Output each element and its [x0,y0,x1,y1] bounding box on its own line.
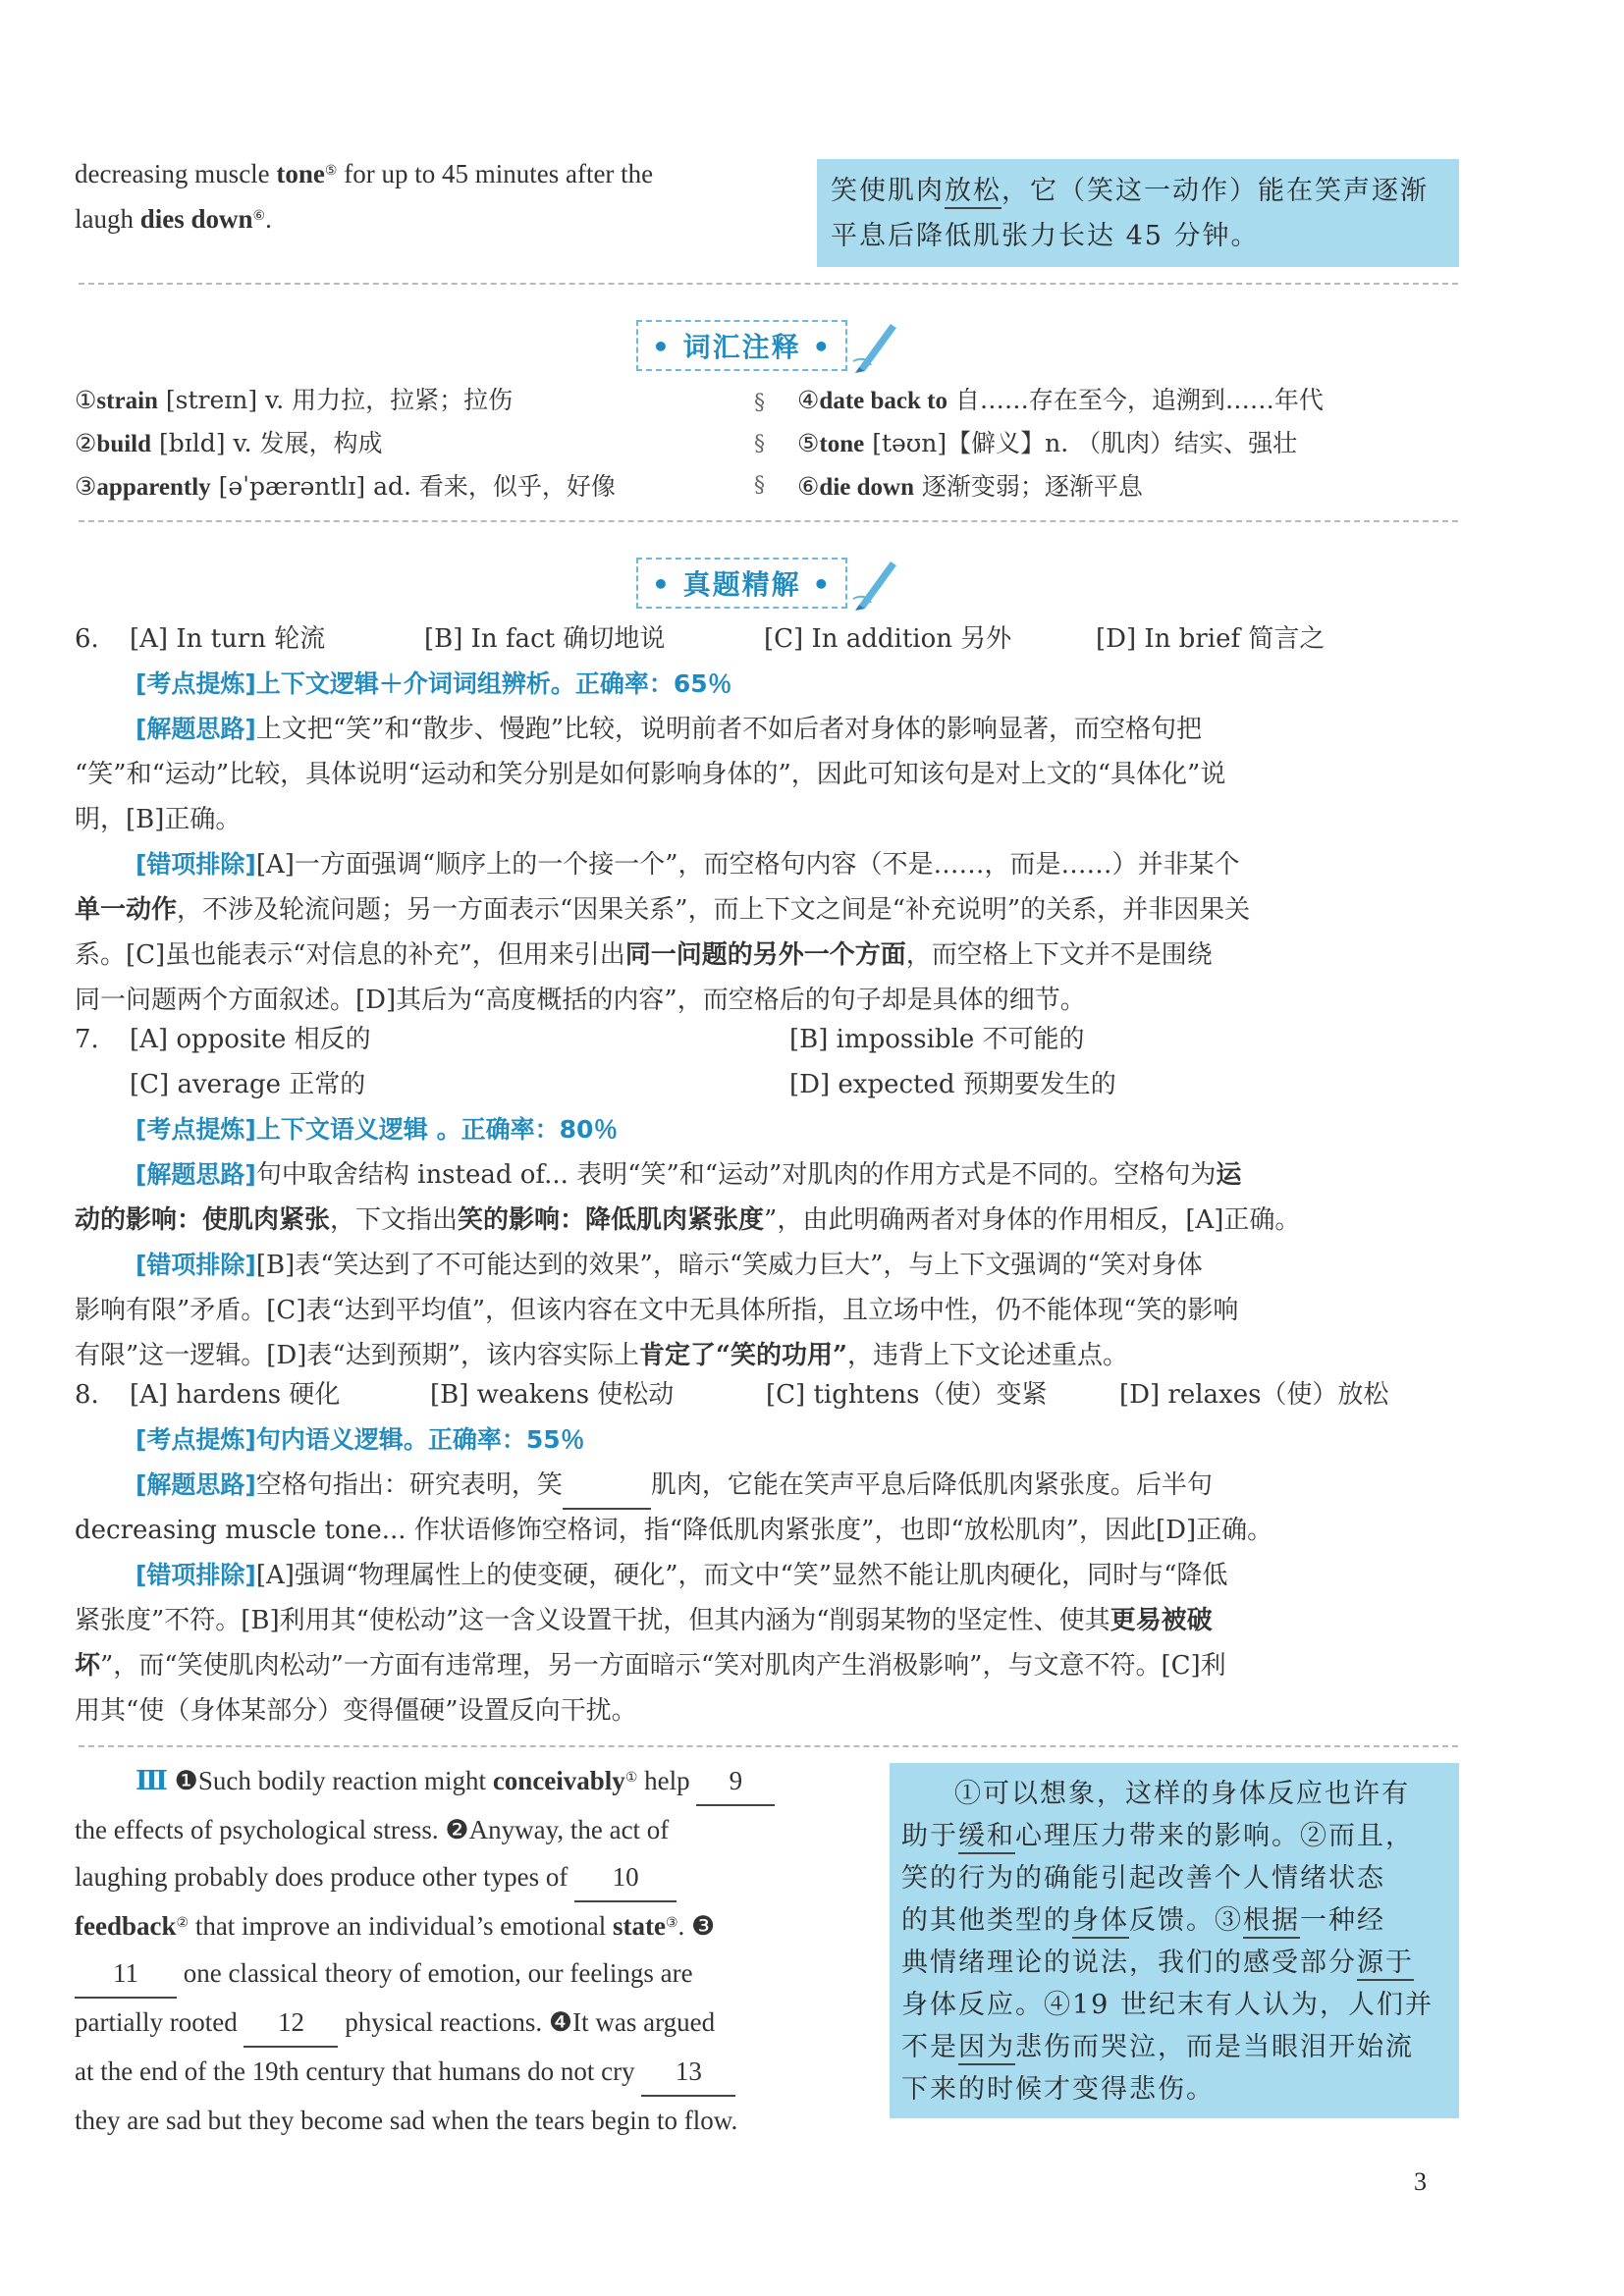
vocab-item-6: ⑥die down 逐渐变弱；逐渐平息 [797,472,1143,501]
q6-jieti-2: “笑”和“运动”比较，具体说明“运动和笑分别是如何影响身体的”，因此可知该句是对上文的“具体化”说 [75,760,1226,789]
analysis-section-header [636,554,900,613]
sentence-marker: ❹ [548,2007,573,2037]
vocab-separator: § § § [754,391,765,498]
q7-options-1: 7. [A] opposite 相反的 [B] impossible 不可能的 [75,1025,1085,1054]
q6-cuoxiang-2: 单一动作，不涉及轮流问题；另一方面表示“因果关系”，而上下文之间是“补充说明”的关系，并非因果关 [75,895,1251,925]
vocab-item-5: ⑤tone [təʊn]【僻义】n. （肌肉）结实、强壮 [797,429,1298,457]
q8-jieti-1: [解题思路]空格句指出：研究表明，笑 肌肉，它能在笑声平息后降低肌肉紧张度。后半句 [135,1463,1213,1510]
top-en-line2: laugh dies down⑥. [75,204,272,234]
para3-english: Ⅲ ❶Such bodily reaction might conceivably① help 9 the effects of psychological stress. ❷Anyway, the act of laughing probably does produce other types of 10 feedback② that improve an individual’s emotional state③. ❸ 11 one classical theory of emotion, our feelings are partially rooted 12 physical reactions. ❹It was argued at the end of the 19th century that humans do not cry 13 they are sad but they become sad when the tears begin to flow. [75,1757,860,2144]
top-en-line1: decreasing muscle tone⑤ for up to 45 minutes after the [75,159,654,188]
q8-cuoxiang-1: [错项排除][A]强调“物理属性上的使变硬，硬化”，而文中“笑”显然不能让肌肉硬化，同时与“降低 [135,1561,1228,1590]
q7-jieti-1: [解题思路]句中取舍结构 instead of... 表明“笑”和“运动”对肌肉的作用方式是不同的。空格句为运 [135,1160,1242,1190]
para3-translation-box: ①可以想象，这样的身体反应也许有 助于缓和心理压力带来的影响。②而且， 笑的行为的确能引起改善个人情绪状态 的其他类型的身体反馈。③根据一种经 典情绪理论的说法，我们的感受部分源于 身体反应。④19 世纪末有人认为，人们并 不是因为悲伤而哭泣，而是当眼泪开始流 下来的时候才变得悲伤。 [890,1763,1459,2118]
q6-kaodian: [考点提炼]上下文逻辑＋介词词组辨析。正确率：65％ [135,669,732,698]
q8-kaodian: [考点提炼]句内语义逻辑。正确率：55％ [135,1425,585,1454]
q6-jieti-3: 明，[B]正确。 [75,805,242,834]
blank-12: 12 [244,1999,338,2048]
q7-cuoxiang-2: 影响有限”矛盾。[C]表“达到平均值”，但该内容在文中无具体所指，且立场中性，仍不能体现“笑的影响 [75,1296,1239,1325]
q7-jieti-2: 动的影响：使肌肉紧张，下文指出笑的影响：降低肌肉紧张度”，由此明确两者对身体的作用相反，[A]正确。 [75,1205,1301,1235]
divider [79,520,1458,522]
roman-numeral: Ⅲ [135,1766,168,1795]
q7-cuoxiang-1: [错项排除][B]表“笑达到了不可能达到的效果”，暗示“笑威力巨大”，与上下文强调的“笑对身体 [135,1251,1203,1280]
pen-icon [851,554,900,613]
q8-jieti-2: decreasing muscle tone... 作状语修饰空格词，指“降低肌肉紧张度”，也即“放松肌肉”，因此[D]正确。 [75,1516,1273,1545]
vocab-item-2: ②build [bɪld] v. 发展，构成 [75,429,383,457]
q6-cuoxiang-4: 同一问题两个方面叙述。[D]其后为“高度概括的内容”，而空格后的句子却是具体的细节。 [75,986,1086,1015]
q8-options: 8. [A] hardens 硬化 [B] weakens 使松动 [C] tightens（使）变紧 [D] relaxes（使）放松 [75,1380,1389,1410]
divider [79,1745,1458,1747]
blank-10: 10 [574,1853,677,1902]
q6-cuoxiang-3: 系。[C]虽也能表示“对信息的补充”，但用来引出同一问题的另外一个方面，而空格上下文并不是围绕 [75,940,1213,970]
q8-cuoxiang-4: 用其“使（身体某部分）变得僵硬”设置反向干扰。 [75,1696,637,1726]
q7-cuoxiang-3: 有限”这一逻辑。[D]表“达到预期”，该内容实际上肯定了“笑的功用”，违背上下文论述重点。 [75,1341,1128,1370]
vocab-title: • 词汇注释 • [636,320,847,371]
top-translation-box: 笑使肌肉放松，它（笑这一动作）能在笑声逐渐 平息后降低肌张力长达 45 分钟。 [817,159,1459,267]
analysis-title: • 真题精解 • [636,558,847,609]
sentence-marker: ❷ [445,1815,469,1844]
vocab-section-header [636,316,900,375]
page-number: 3 [1414,2167,1427,2196]
q8-cuoxiang-3: 坏”，而“笑使肌肉松动”一方面有违常理，另一方面暗示“笑对肌肉产生消极影响”，与文意不符。[C]利 [75,1651,1226,1681]
sentence-marker: ❶ [174,1766,198,1795]
vocab-item-3: ③apparently [əˈpærəntlɪ] ad. 看来，似乎，好像 [75,472,616,501]
blank-11: 11 [75,1949,177,1999]
pen-icon [851,316,900,375]
blank-9: 9 [696,1757,775,1806]
divider [79,283,1458,285]
q8-cuoxiang-2: 紧张度”不符。[B]利用其“使松动”这一含义设置干扰，但其内涵为“削弱某物的坚定性、使其更易被破 [75,1606,1213,1635]
answer-blank [563,1463,651,1510]
blank-13: 13 [641,2048,735,2097]
q7-kaodian: [考点提炼]上下文语义逻辑 。正确率：80％ [135,1115,619,1144]
sentence-marker: ❸ [691,1911,716,1941]
vocab-item-4: ④date back to 自……存在至今，追溯到……年代 [797,386,1324,414]
q6-options: 6. [A] In turn 轮流 [B] In fact 确切地说 [C] In addition 另外 [D] In brief 简言之 [75,624,1326,654]
vocab-item-1: ①strain [streɪn] v. 用力拉，拉紧；拉伤 [75,386,514,414]
q6-jieti-1: [解题思路]上文把“笑”和“散步、慢跑”比较，说明前者不如后者对身体的影响显著，而空格句把 [135,715,1203,744]
q6-cuoxiang-1: [错项排除][A]一方面强调“顺序上的一个接一个”，而空格句内容（不是……，而是……）并非某个 [135,850,1240,880]
